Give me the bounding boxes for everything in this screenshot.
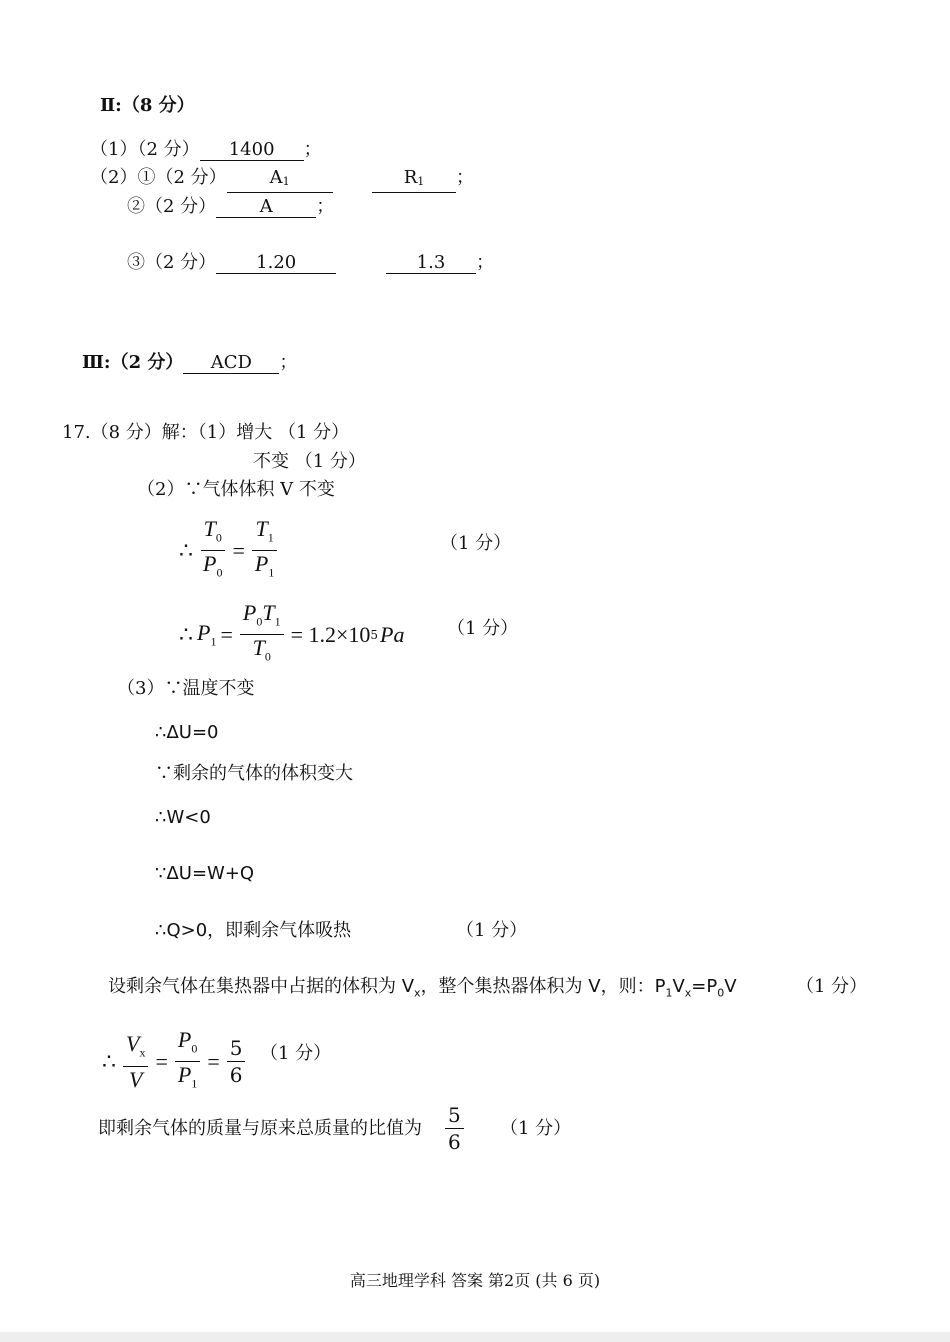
part3: Ⅲ:（2 分） ACD ； (82, 352, 298, 373)
answer-blank: A (216, 197, 316, 218)
line-final-score: （1 分） (500, 1118, 572, 1139)
line-set-volume: 设剩余气体在集热器中占据的体积为 $V_x$，整个集热器体积为 V，则：$P_1V_x=P_0V$ (108, 976, 737, 1000)
answer-blank: $R_1$ (372, 168, 456, 193)
line-heat: ∴Q>0，即剩余气体吸热 (155, 920, 352, 941)
part2-q2b: ②（2 分） A ； (127, 196, 335, 217)
bottom-strip (0, 1332, 950, 1342)
equation-2-score: （1 分） (447, 618, 519, 639)
answer-blank: 1.20 (216, 253, 336, 274)
line-volume: ∵剩余的气体的体积变大 (155, 763, 353, 784)
answer-blank: 1400 (200, 140, 304, 161)
q17-part3: （3）∵温度不变 (117, 678, 255, 699)
part2-q2a-second: $R_1$ ； (372, 166, 474, 193)
equation-3-score: （1 分） (260, 1043, 332, 1064)
equation-1-score: （1 分） (440, 533, 512, 554)
line-first-law: ∵ΔU=W+Q (155, 863, 255, 884)
line-heat-score: （1 分） (456, 920, 528, 941)
line-final: 即剩余气体的质量与原来总质量的比值为 (98, 1118, 422, 1139)
part2-q1: （1）（2 分） 1400 ； (90, 139, 322, 160)
page-footer: 高三地理学科 答案 第2页 (共 6 页) (349, 1271, 601, 1290)
line-delta-u: ∴ΔU=0 (155, 722, 219, 743)
part2-heading: Ⅱ:（8 分） (100, 95, 195, 116)
equation-3: ∴ $\frac{V_x}{V}$ = $\frac{P_0}{P_1}$ = $\frac{5}{6}$ (98, 1027, 248, 1097)
equation-1: ∴ $\frac{T_0}{P_0}$ = $\frac{T_1}{P_1}$ (175, 516, 280, 586)
final-fraction: $\frac{5}{6}$ (442, 1102, 467, 1155)
answer-blank: ACD (183, 353, 279, 374)
line-work: ∴W<0 (155, 807, 211, 828)
answer-blank: $A_1$ (227, 168, 333, 193)
q17-header: 17.（8 分）解：（1）增大 （1 分） (62, 422, 350, 443)
part2-q2c: ③（2 分） 1.20 (127, 251, 336, 275)
line-set-score: （1 分） (796, 976, 868, 997)
q17-part2: （2）∵气体体积 V 不变 (137, 479, 335, 500)
equation-2: ∴ $P_1$ = $\frac{P_0T_1}{T_0}$ = 1.2×10 5 Pa (179, 600, 405, 664)
part2-q2c-second: 1.3 ； (386, 251, 494, 275)
part2-q2a: （2）①（2 分） $A_1$ (90, 166, 333, 193)
answer-blank: 1.3 (386, 253, 476, 274)
q17-unchanged: 不变 （1 分） (253, 451, 366, 472)
